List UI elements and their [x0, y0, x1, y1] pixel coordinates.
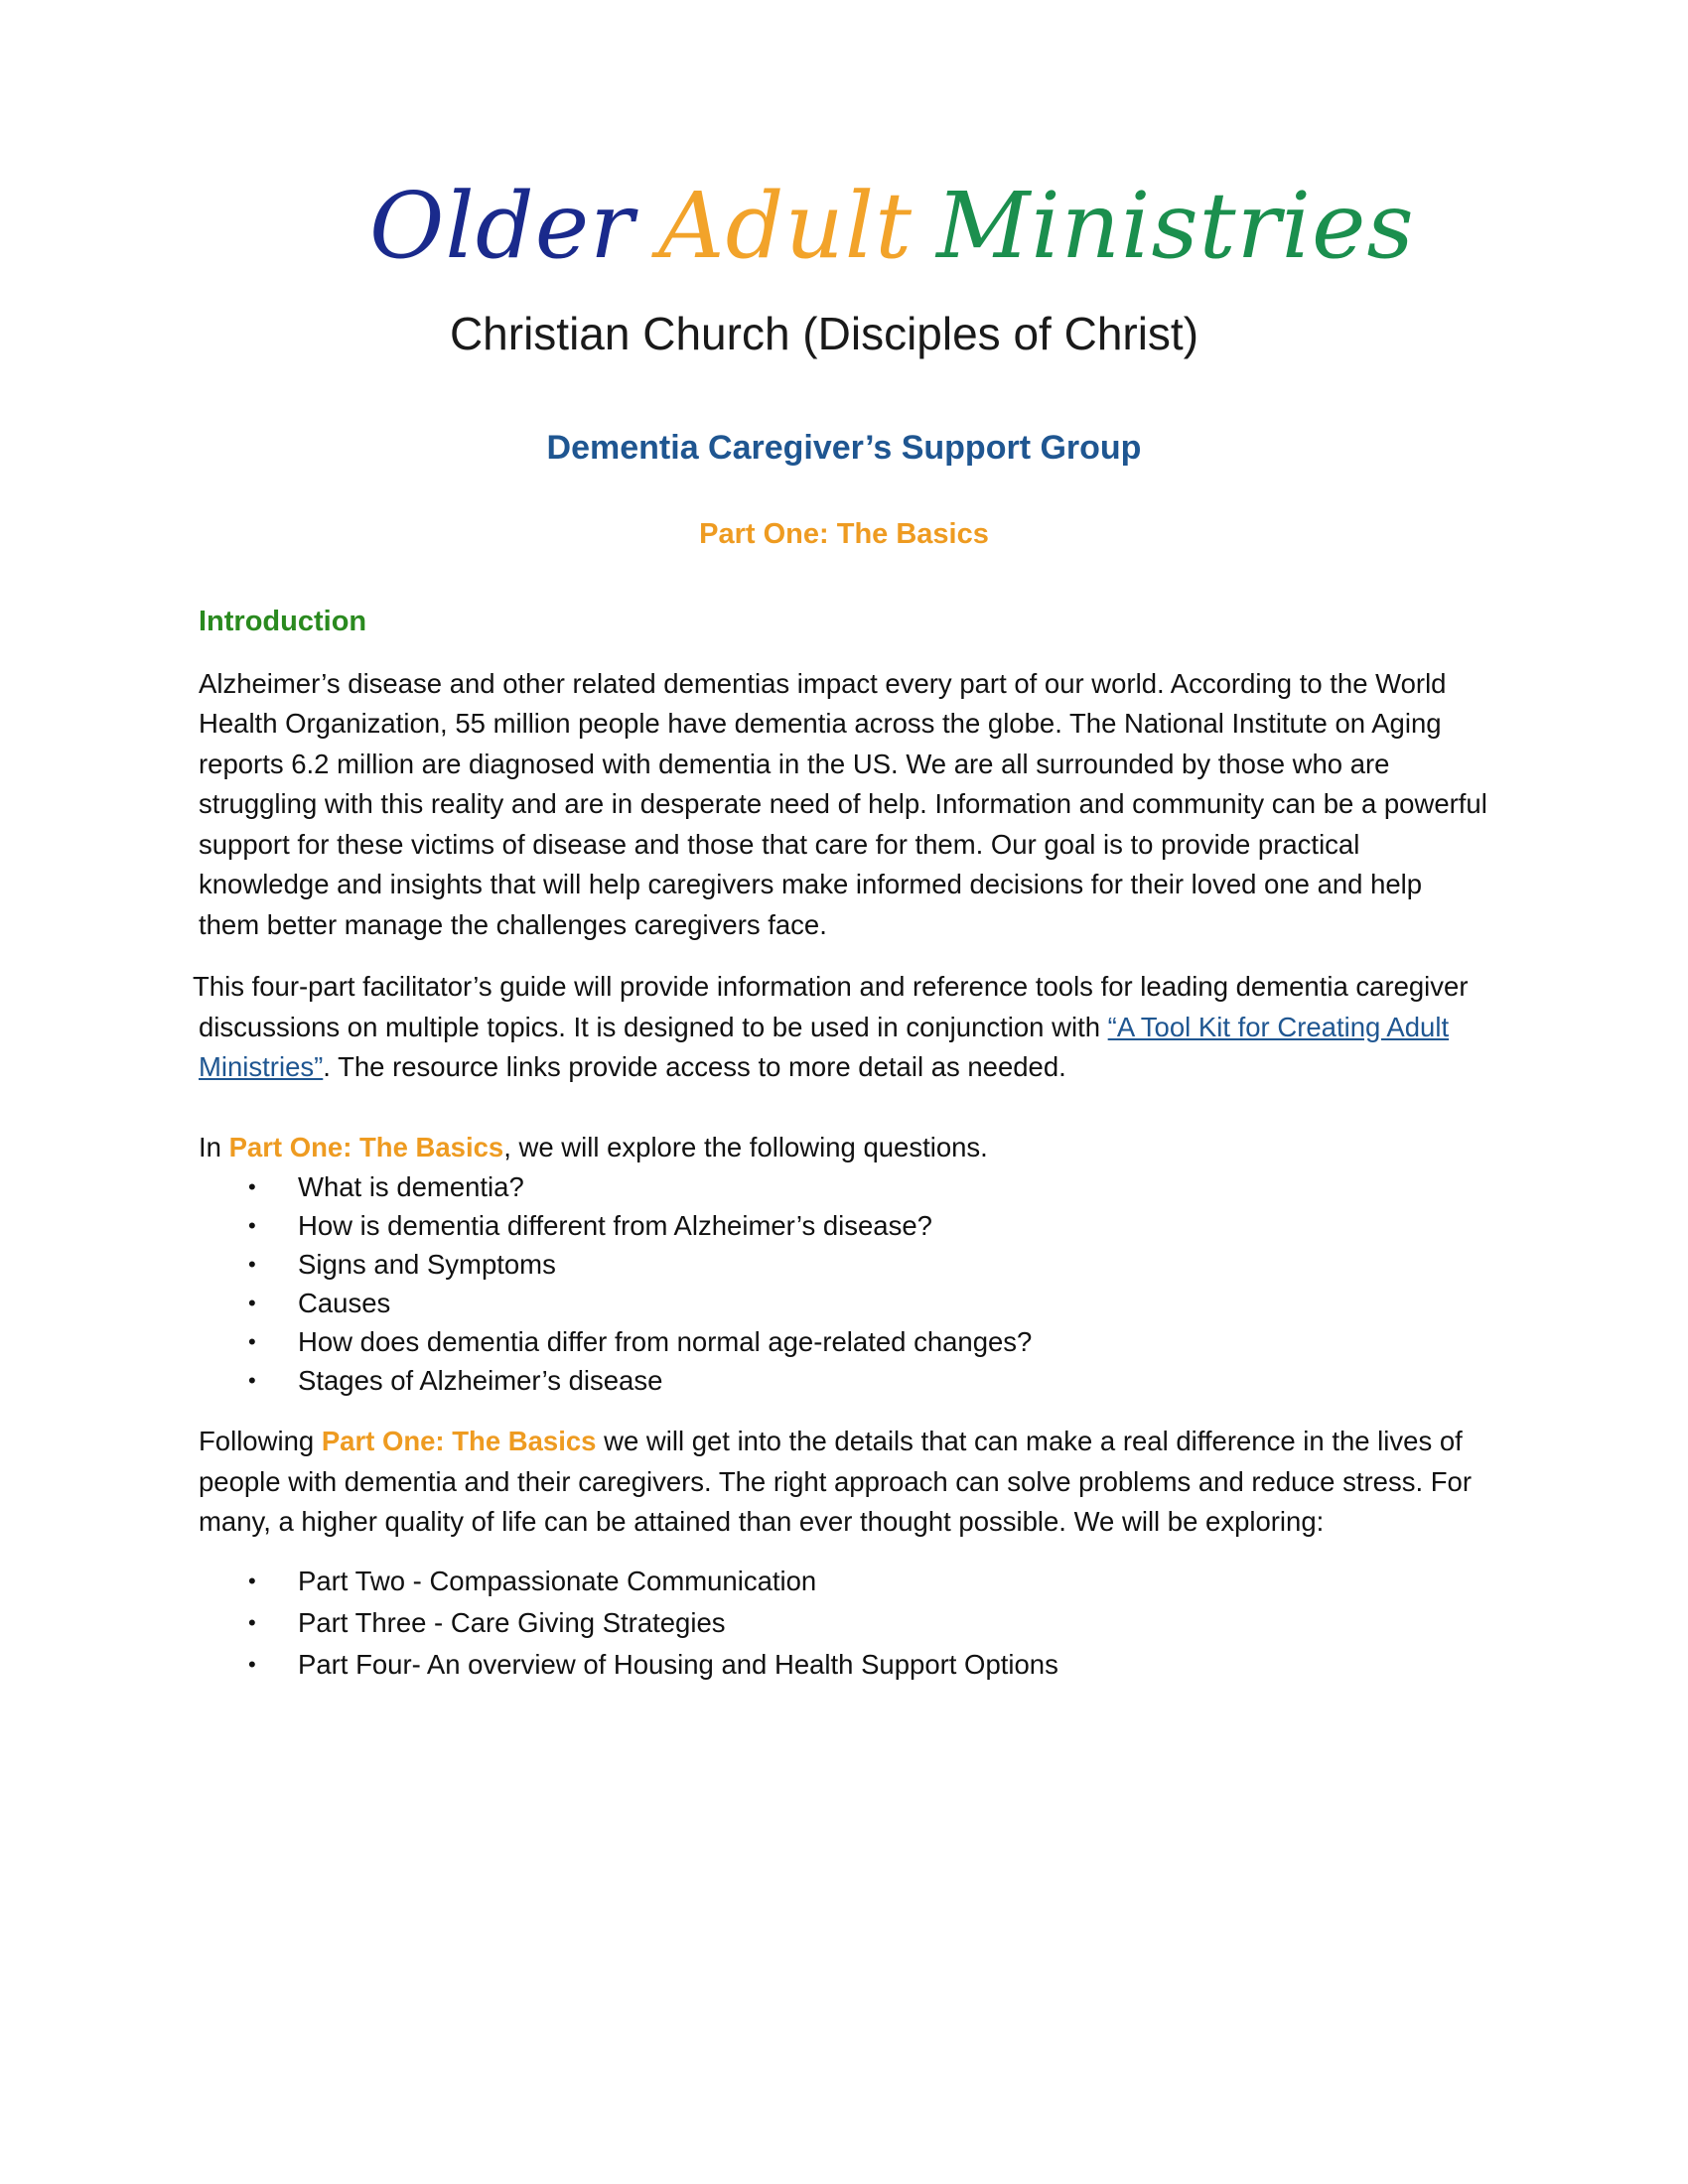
upcoming-parts-list [199, 1561, 1489, 1686]
following-paragraph [199, 1422, 1489, 1543]
bullet-icon: • [248, 1568, 256, 1593]
document-body [193, 602, 1489, 1707]
list-item-text: What is dementia? [298, 1171, 524, 1202]
list-item-text: Signs and Symptoms [298, 1249, 556, 1280]
organization-name: Christian Church (Disciples of Christ) [449, 308, 1199, 359]
bullet-icon: • [248, 1252, 256, 1277]
part-one-lead-after: , we will explore the following questions. [503, 1131, 988, 1162]
list-item [199, 1644, 1489, 1686]
following-lead-before: Following [199, 1426, 322, 1456]
part-title: Part One: The Basics [699, 518, 989, 550]
list-item [199, 1245, 1489, 1284]
introduction-paragraph: Alzheimer’s disease and other related dementias impact every part of our world. According to the World Health Organization, 55 million people have dementia across the globe. The National Institute on Aging reports 6.2 million are diagnosed with dementia in the US. We are all surrounded by those who are struggling with this reality and are in desperate need of help. Information and community can be a powerful support for these victims of disease and those that care for them. Our goal is to provide practical knowledge and insights that will help caregivers make informed decisions for their loved one and help them better manage the challenges caregivers face. [199, 667, 1487, 940]
list-item [199, 1167, 1489, 1206]
part-one-questions-list [199, 1167, 1489, 1400]
logo-word-older: Older [369, 173, 635, 279]
guide-paragraph [193, 967, 1489, 1088]
bullet-icon: • [248, 1368, 256, 1393]
following-lead-after: we will get into the details that can make a real difference in the lives of people with dementia and their caregivers. The right approach can solve problems and reduce stress. For many, a higher quality of life can be attained than ever thought possible. We will be exploring: [199, 1426, 1472, 1537]
list-item [199, 1284, 1489, 1322]
logo [369, 167, 1415, 286]
list-item-text: Stages of Alzheimer’s disease [298, 1365, 663, 1396]
bullet-icon: • [248, 1651, 256, 1677]
bullet-icon: • [248, 1329, 256, 1354]
list-item-text: Causes [298, 1288, 391, 1318]
part-one-lead-before: In [199, 1131, 229, 1162]
part-one-lead [199, 1128, 1489, 1168]
introduction-heading: Introduction [199, 606, 367, 637]
guide-paragraph-text-end: . The resource links provide access to more detail as needed. [323, 1051, 1066, 1082]
list-item-text: How does dementia differ from normal age-related changes? [298, 1326, 1033, 1357]
list-item [199, 1361, 1489, 1400]
part-one-lead-highlight: Part One: The Basics [228, 1131, 504, 1162]
tool-kit-link[interactable]: “A Tool Kit for Creating Adult Ministries” [199, 1011, 1450, 1082]
list-item-text: Part Three - Care Giving Strategies [298, 1606, 726, 1638]
list-item [199, 1206, 1489, 1245]
guide-paragraph-text: This four-part facilitator’s guide will provide information and reference tools for leading dementia caregiver discussions on multiple topics. It is designed to be used in conjunction with [193, 971, 1469, 1042]
bullet-icon: • [248, 1213, 256, 1238]
document-title: Dementia Caregiver’s Support Group [546, 429, 1142, 467]
logo-word-ministries: Ministries [936, 173, 1415, 279]
list-item [199, 1322, 1489, 1361]
list-item-text: Part Four- An overview of Housing and Health Support Options [298, 1648, 1058, 1680]
list-item [199, 1602, 1489, 1644]
list-item [199, 1561, 1489, 1602]
bullet-icon: • [248, 1174, 256, 1199]
bullet-icon: • [248, 1291, 256, 1315]
logo-word-adult: Adult [658, 173, 914, 279]
list-item-text: Part Two - Compassionate Communication [298, 1565, 817, 1596]
following-lead-highlight: Part One: The Basics [321, 1426, 597, 1456]
list-item-text: How is dementia different from Alzheimer’s disease? [298, 1210, 932, 1241]
bullet-icon: • [248, 1609, 256, 1635]
